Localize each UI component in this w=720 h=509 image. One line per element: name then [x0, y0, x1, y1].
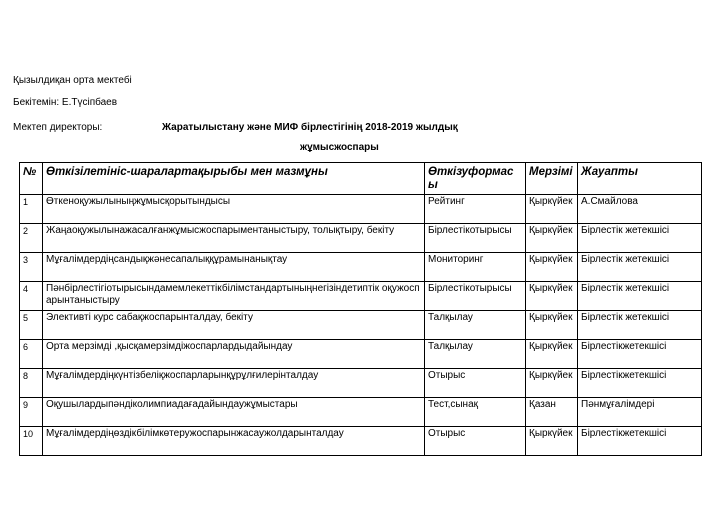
row-term: Қыркүйек [526, 369, 578, 398]
row-form: Тест,сынақ [425, 398, 526, 427]
row-responsible: Бірлестік жетекшісі [578, 282, 702, 311]
row-form: Рейтинг [425, 195, 526, 224]
row-topic: Орта мерзімді ,қысқамерзімдіжоспарлардыдайындау [43, 340, 425, 369]
table-row [20, 224, 702, 253]
row-form: Бірлестікотырысы [425, 224, 526, 253]
column-header-number: № [20, 163, 43, 195]
director-label: Мектеп директоры: [13, 122, 103, 133]
table-row [20, 398, 702, 427]
row-term: Қыркүйек [526, 311, 578, 340]
row-form: Талқылау [425, 340, 526, 369]
row-number: 9 [20, 398, 43, 427]
row-form: Мониторинг [425, 253, 526, 282]
row-form: Отырыс [425, 369, 526, 398]
row-topic: Элективті курс сабақжоспарынталдау, бекіту [43, 311, 425, 340]
row-topic: Өткеноқужылыныңжұмысқорытындысы [43, 195, 425, 224]
column-header-responsible: Жауапты [578, 163, 702, 195]
table-row [20, 427, 702, 456]
row-term: Қыркүйек [526, 282, 578, 311]
plan-title-line2: жұмысжоспары [300, 142, 379, 153]
row-topic: Пәнбірлестігіотырысындамемлекеттікбілімстандартыныңнегізіндетиптік оқужоспарынтаныстыру [43, 282, 425, 311]
row-topic: Мұғалімдердіңөздікбілімкөтеружоспарынжасаужолдарынталдау [43, 427, 425, 456]
table-row [20, 253, 702, 282]
row-number: 4 [20, 282, 43, 311]
row-number: 6 [20, 340, 43, 369]
table-row [20, 369, 702, 398]
school-name: Қызылдиқан орта мектебі [13, 75, 132, 86]
row-responsible: Бірлестік жетекшісі [578, 311, 702, 340]
row-number: 8 [20, 369, 43, 398]
row-term: Қыркүйек [526, 253, 578, 282]
row-topic: Жаңаоқужылынажасалғанжұмысжоспарыментаныстыру, толықтыру, бекіту [43, 224, 425, 253]
row-term: Қыркүйек [526, 340, 578, 369]
row-topic: Мұғалімдердіңсандықжәнесапалыққұрамынанықтау [43, 253, 425, 282]
column-header-term: Мерзімі [526, 163, 578, 195]
table-header-row [20, 163, 702, 195]
row-number: 5 [20, 311, 43, 340]
row-topic: Мұғалімдердіңкүнтізбеліқжоспарларынқұрұлғилерінталдау [43, 369, 425, 398]
row-form: Отырыс [425, 427, 526, 456]
approved-by: Бекітемін: Е.Түсіпбаев [13, 97, 118, 108]
table-row [20, 340, 702, 369]
row-responsible: Бірлестікжетекшісі [578, 340, 702, 369]
column-header-form: Өткізуформасы [425, 163, 526, 195]
row-number: 10 [20, 427, 43, 456]
work-plan-table [19, 162, 702, 456]
row-term: Қыркүйек [526, 195, 578, 224]
row-form: Бірлестікотырысы [425, 282, 526, 311]
row-number: 1 [20, 195, 43, 224]
row-number: 2 [20, 224, 43, 253]
row-term: Қыркүйек [526, 427, 578, 456]
table-row [20, 311, 702, 340]
column-header-topic: Өткізілетініс-шаралартақырыбы мен мазмұны [43, 163, 425, 195]
row-responsible: Бірлестік жетекшісі [578, 253, 702, 282]
row-topic: Оқушылардыпәндіколимпиадағадайындаужұмыстары [43, 398, 425, 427]
row-responsible: Бірлестікжетекшісі [578, 427, 702, 456]
row-term: Қыркүйек [526, 224, 578, 253]
row-responsible: Бірлестік жетекшісі [578, 224, 702, 253]
row-responsible: Бірлестікжетекшісі [578, 369, 702, 398]
row-responsible: Пәнмұғалімдері [578, 398, 702, 427]
row-responsible: А.Смайлова [578, 195, 702, 224]
row-number: 3 [20, 253, 43, 282]
row-form: Талқылау [425, 311, 526, 340]
table-row [20, 195, 702, 224]
table-row [20, 282, 702, 311]
plan-title-line1: Жаратылыстану және МИФ бірлестігінің 2018-2019 жылдық [162, 122, 458, 133]
row-term: Қазан [526, 398, 578, 427]
